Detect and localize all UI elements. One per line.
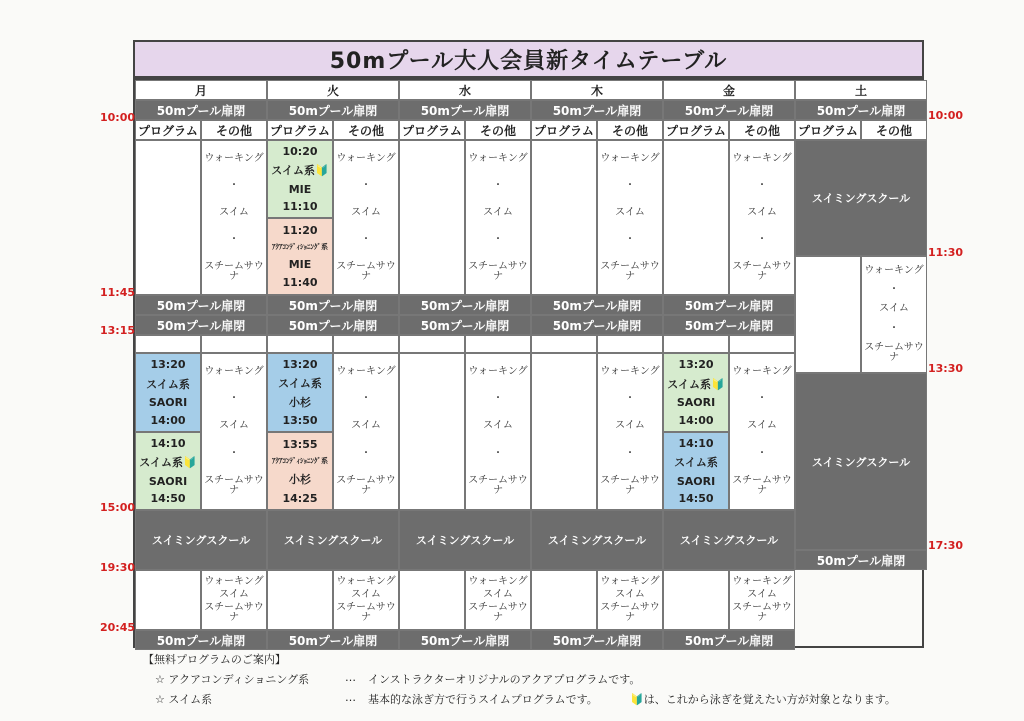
program-empty-cell xyxy=(399,570,465,630)
gate-closed-label: 50mプール扉閉 xyxy=(399,295,531,315)
footer-swim-sep: … xyxy=(345,691,356,704)
other-facility-item: ウォーキング xyxy=(600,365,660,377)
program-empty-cell xyxy=(135,570,201,630)
gate-closed-label: 50mプール扉閉 xyxy=(135,630,267,650)
other-facility-item: スチームサウナ xyxy=(600,475,660,497)
gate-closed-label: 50mプール扉閉 xyxy=(663,100,795,120)
program-end-time: 14:00 xyxy=(678,413,714,427)
program-end-time: 14:00 xyxy=(150,413,186,427)
other-facility-item: スチームサウナ xyxy=(732,602,792,624)
program-empty-cell xyxy=(663,335,729,353)
other-column-header: その他 xyxy=(861,120,927,140)
other-empty-cell xyxy=(597,335,663,353)
gate-closed-label: 50mプール扉閉 xyxy=(267,295,399,315)
other-facilities-cell xyxy=(861,256,927,373)
other-facilities-cell xyxy=(333,140,399,295)
time-label-right: 17:30 xyxy=(928,539,964,552)
gate-closed-label: 50mプール扉閉 xyxy=(531,295,663,315)
day-header: 月 xyxy=(135,80,267,100)
swimming-school-block: スイミングスクール xyxy=(399,510,531,570)
program-empty-cell xyxy=(399,353,465,510)
other-facility-item: スチームサウナ xyxy=(468,260,528,282)
gate-closed-label: 50mプール扉閉 xyxy=(663,295,795,315)
program-empty-cell xyxy=(135,140,201,295)
other-facility-item: ・ xyxy=(229,447,239,459)
footer-swim-label: ☆ スイム系 xyxy=(155,693,213,706)
other-facility-item: ・ xyxy=(757,179,767,191)
program-start-time: 13:20 xyxy=(150,358,186,372)
day-header: 火 xyxy=(267,80,399,100)
other-facility-item: スイム xyxy=(351,588,381,600)
gate-closed-label: 50mプール扉閉 xyxy=(135,295,267,315)
other-facility-item: スイム xyxy=(747,420,777,432)
other-facility-item: ウォーキング xyxy=(468,365,528,377)
gate-closed-label: 50mプール扉閉 xyxy=(531,315,663,335)
program-block xyxy=(135,353,201,432)
timetable xyxy=(133,78,924,648)
other-empty-cell xyxy=(201,335,267,353)
gate-closed-label: 50mプール扉閉 xyxy=(267,315,399,335)
other-facilities-cell xyxy=(201,353,267,510)
footer-aqua-label: ☆ アクアコンディショニング系 xyxy=(155,673,310,686)
other-facility-item: ・ xyxy=(625,393,635,405)
gate-closed-label: 50mプール扉閉 xyxy=(531,100,663,120)
other-facility-item: ウォーキング xyxy=(468,152,528,164)
other-facility-item: スチームサウナ xyxy=(732,260,792,282)
gate-closed-label: 50mプール扉閉 xyxy=(663,630,795,650)
other-facilities-cell xyxy=(597,140,663,295)
program-start-time: 13:55 xyxy=(282,437,318,451)
program-instructor: 小杉 xyxy=(289,396,311,410)
swimming-school-block: スイミングスクール xyxy=(531,510,663,570)
program-empty-cell xyxy=(135,335,201,353)
swimming-school-block: スイミングスクール xyxy=(267,510,399,570)
other-facility-item: スイム xyxy=(747,588,777,600)
program-instructor: SAORI xyxy=(148,474,188,488)
time-label-right: 11:30 xyxy=(928,246,964,259)
gate-closed-label: 50mプール扉閉 xyxy=(267,630,399,650)
other-facility-item: ・ xyxy=(757,393,767,405)
day-header: 水 xyxy=(399,80,531,100)
other-facilities-cell xyxy=(465,353,531,510)
program-empty-cell xyxy=(795,256,861,373)
other-facility-item: スチームサウナ xyxy=(600,602,660,624)
program-instructor: SAORI xyxy=(148,396,188,410)
other-facility-item: ・ xyxy=(889,284,899,296)
time-label-left: 11:45 xyxy=(100,286,136,299)
other-facility-item: スイム xyxy=(483,588,513,600)
other-facility-item: ・ xyxy=(361,179,371,191)
program-name: スイム系🔰 xyxy=(667,377,725,391)
program-empty-cell xyxy=(531,335,597,353)
other-facility-item: スイム xyxy=(483,206,513,218)
program-instructor: 小杉 xyxy=(289,472,311,486)
other-facilities-cell xyxy=(333,570,399,630)
time-label-right: 13:30 xyxy=(928,362,964,375)
other-empty-cell xyxy=(729,335,795,353)
program-empty-cell xyxy=(663,140,729,295)
program-instructor: SAORI xyxy=(676,396,716,410)
gate-closed-label: 50mプール扉閉 xyxy=(267,100,399,120)
program-end-time: 14:25 xyxy=(282,491,318,505)
footer-swim-text: 基本的な泳ぎ方で行うスイムプログラムです。 xyxy=(368,693,598,706)
program-column-header: プログラム xyxy=(135,120,201,140)
program-instructor: MIE xyxy=(288,257,312,271)
gate-closed-label: 50mプール扉閉 xyxy=(399,630,531,650)
other-facility-item: ウォーキング xyxy=(864,264,924,276)
other-facility-item: スチームサウナ xyxy=(864,342,924,364)
program-name: スイム系 xyxy=(146,377,190,391)
other-empty-cell xyxy=(465,335,531,353)
other-facility-item: スイム xyxy=(219,206,249,218)
program-column-header: プログラム xyxy=(795,120,861,140)
program-column-header: プログラム xyxy=(531,120,597,140)
program-start-time: 10:20 xyxy=(282,145,318,159)
other-empty-cell xyxy=(333,335,399,353)
other-facility-item: ウォーキング xyxy=(600,575,660,587)
program-empty-cell xyxy=(399,140,465,295)
program-name: スイム系 xyxy=(674,456,718,470)
program-block xyxy=(267,140,333,218)
other-facility-item: スチームサウナ xyxy=(468,602,528,624)
program-name: ｱｸｱｺﾝﾃﾞｨｼｮﾆﾝｸﾞ系 xyxy=(272,456,328,465)
program-end-time: 14:50 xyxy=(678,491,714,505)
day-header: 土 xyxy=(795,80,927,100)
other-facility-item: ・ xyxy=(361,393,371,405)
other-facility-item: ・ xyxy=(493,393,503,405)
other-facility-item: ウォーキング xyxy=(336,575,396,587)
other-facility-item: ・ xyxy=(625,179,635,191)
other-facility-item: スイム xyxy=(615,588,645,600)
other-facility-item: ・ xyxy=(361,447,371,459)
program-name: スイム系 xyxy=(278,376,322,390)
other-facility-item: スイム xyxy=(483,420,513,432)
program-empty-cell xyxy=(267,335,333,353)
program-block xyxy=(663,353,729,432)
other-facility-item: ・ xyxy=(493,233,503,245)
time-label-left: 10:00 xyxy=(100,111,136,124)
program-block xyxy=(663,432,729,510)
other-column-header: その他 xyxy=(201,120,267,140)
program-empty-cell xyxy=(531,140,597,295)
other-facility-item: スイム xyxy=(747,206,777,218)
other-facility-item: ウォーキング xyxy=(336,152,396,164)
other-column-header: その他 xyxy=(333,120,399,140)
other-facility-item: スチームサウナ xyxy=(468,475,528,497)
other-facility-item: スイム xyxy=(615,206,645,218)
program-block xyxy=(267,432,333,510)
other-column-header: その他 xyxy=(465,120,531,140)
other-facility-item: ・ xyxy=(889,322,899,334)
program-instructor: SAORI xyxy=(676,474,716,488)
other-facility-item: スチームサウナ xyxy=(336,475,396,497)
swimming-school-block: スイミングスクール xyxy=(135,510,267,570)
program-end-time: 13:50 xyxy=(282,414,318,428)
other-facility-item: ・ xyxy=(229,179,239,191)
program-empty-cell xyxy=(663,570,729,630)
program-start-time: 13:20 xyxy=(678,358,714,372)
other-facility-item: ウォーキング xyxy=(336,365,396,377)
other-facility-item: スイム xyxy=(879,303,909,315)
other-facility-item: スチームサウナ xyxy=(336,602,396,624)
swimming-school-block: スイミングスクール xyxy=(663,510,795,570)
other-facility-item: ・ xyxy=(493,179,503,191)
other-facility-item: スチームサウナ xyxy=(732,475,792,497)
other-facility-item: ・ xyxy=(229,393,239,405)
other-facility-item: スチームサウナ xyxy=(600,260,660,282)
program-empty-cell xyxy=(531,353,597,510)
other-facilities-cell xyxy=(729,140,795,295)
other-facilities-cell xyxy=(729,353,795,510)
program-column-header: プログラム xyxy=(267,120,333,140)
day-header: 金 xyxy=(663,80,795,100)
other-facility-item: ・ xyxy=(757,233,767,245)
program-empty-cell xyxy=(399,335,465,353)
time-label-left: 19:30 xyxy=(100,561,136,574)
program-block xyxy=(267,218,333,295)
footer-aqua-sep: … xyxy=(345,671,356,684)
program-end-time: 14:50 xyxy=(150,491,186,505)
gate-closed-label: 50mプール扉閉 xyxy=(795,550,927,570)
program-block xyxy=(135,432,201,510)
other-facility-item: スチームサウナ xyxy=(336,260,396,282)
footer-heading: 【無料プログラムのご案内】 xyxy=(143,653,286,666)
other-facility-item: スイム xyxy=(219,588,249,600)
program-column-header: プログラム xyxy=(399,120,465,140)
time-label-right: 10:00 xyxy=(928,109,964,122)
other-facilities-cell xyxy=(201,570,267,630)
day-header: 木 xyxy=(531,80,663,100)
program-start-time: 11:20 xyxy=(282,223,318,237)
other-facility-item: スチームサウナ xyxy=(204,602,264,624)
swimming-school-block: スイミングスクール xyxy=(795,140,927,256)
program-end-time: 11:10 xyxy=(282,199,318,213)
program-name: スイム系🔰 xyxy=(271,164,329,178)
program-start-time: 14:10 xyxy=(150,437,186,451)
other-facilities-cell xyxy=(597,353,663,510)
other-facility-item: ウォーキング xyxy=(732,152,792,164)
other-facility-item: ウォーキング xyxy=(468,575,528,587)
program-end-time: 11:40 xyxy=(282,276,318,290)
gate-closed-label: 50mプール扉閉 xyxy=(399,315,531,335)
program-instructor: MIE xyxy=(288,182,312,196)
other-facilities-cell xyxy=(201,140,267,295)
gate-closed-label: 50mプール扉閉 xyxy=(663,315,795,335)
other-facility-item: ウォーキング xyxy=(204,575,264,587)
other-facilities-cell xyxy=(465,570,531,630)
program-empty-cell xyxy=(531,570,597,630)
program-column-header: プログラム xyxy=(663,120,729,140)
other-facility-item: スチームサウナ xyxy=(204,260,264,282)
other-facility-item: ウォーキング xyxy=(732,365,792,377)
footer-beginner-note: 🔰は、これから泳ぎを覚えたい方が対象となります。 xyxy=(630,693,896,706)
other-facility-item: ウォーキング xyxy=(204,365,264,377)
program-empty-cell xyxy=(267,570,333,630)
program-name: ｱｸｱｺﾝﾃﾞｨｼｮﾆﾝｸﾞ系 xyxy=(272,243,328,252)
other-facility-item: ・ xyxy=(493,447,503,459)
swimming-school-block: スイミングスクール xyxy=(795,373,927,550)
gate-closed-label: 50mプール扉閉 xyxy=(135,315,267,335)
program-name: スイム系🔰 xyxy=(139,456,197,470)
other-column-header: その他 xyxy=(729,120,795,140)
program-start-time: 14:10 xyxy=(678,437,714,451)
other-facilities-cell xyxy=(729,570,795,630)
other-facility-item: スチームサウナ xyxy=(204,475,264,497)
other-column-header: その他 xyxy=(597,120,663,140)
gate-closed-label: 50mプール扉閉 xyxy=(531,630,663,650)
other-facility-item: ・ xyxy=(229,233,239,245)
program-start-time: 13:20 xyxy=(282,357,318,371)
other-facility-item: スイム xyxy=(351,206,381,218)
other-facility-item: ・ xyxy=(361,233,371,245)
other-facility-item: ・ xyxy=(757,447,767,459)
other-facilities-cell xyxy=(333,353,399,510)
time-label-left: 13:15 xyxy=(100,324,136,337)
time-label-left: 15:00 xyxy=(100,501,136,514)
other-facility-item: ・ xyxy=(625,233,635,245)
gate-closed-label: 50mプール扉閉 xyxy=(795,100,927,120)
other-facility-item: スイム xyxy=(351,420,381,432)
gate-closed-label: 50mプール扉閉 xyxy=(399,100,531,120)
other-facility-item: スイム xyxy=(615,420,645,432)
other-facilities-cell xyxy=(597,570,663,630)
other-facility-item: ウォーキング xyxy=(204,152,264,164)
gate-closed-label: 50mプール扉閉 xyxy=(135,100,267,120)
other-facility-item: ・ xyxy=(625,447,635,459)
footer-aqua-text: インストラクターオリジナルのアクアプログラムです。 xyxy=(368,673,641,686)
other-facility-item: ウォーキング xyxy=(600,152,660,164)
other-facility-item: スイム xyxy=(219,420,249,432)
other-facilities-cell xyxy=(465,140,531,295)
program-block xyxy=(267,353,333,432)
time-label-left: 20:45 xyxy=(100,621,136,634)
other-facility-item: ウォーキング xyxy=(732,575,792,587)
page-title: 50mプール大人会員新タイムテーブル xyxy=(133,40,924,78)
